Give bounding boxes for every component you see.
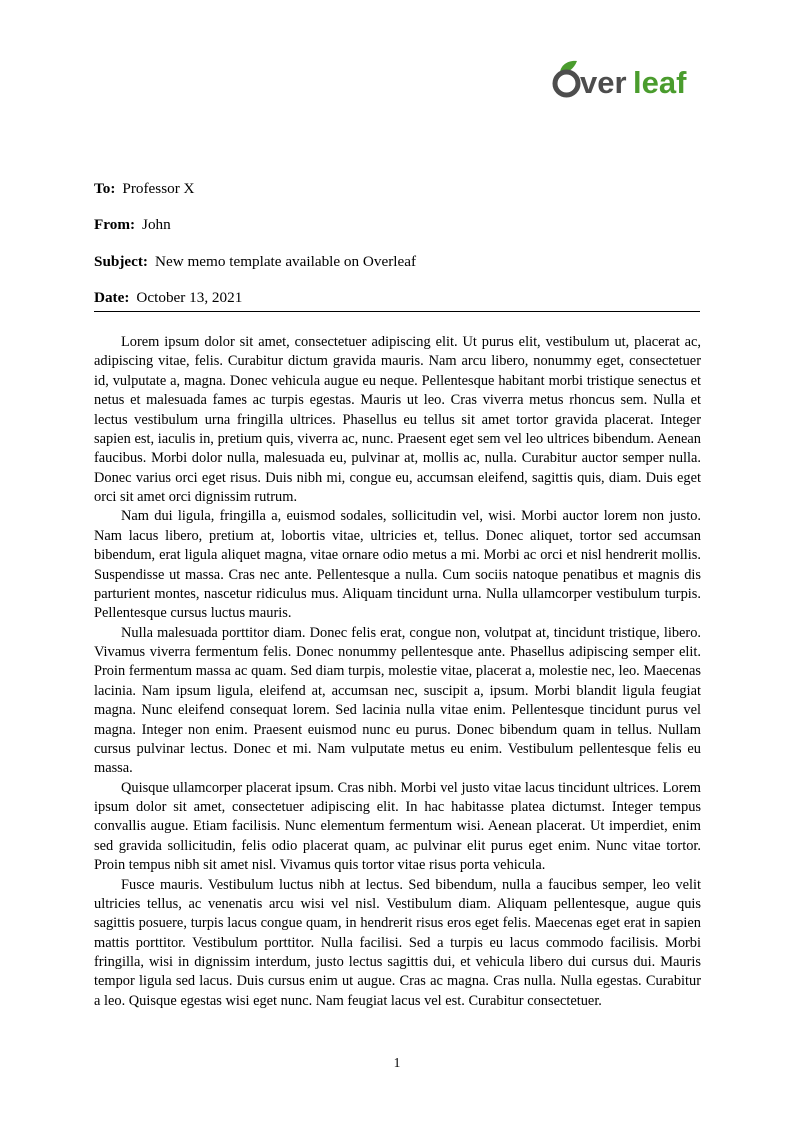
svg-text:leaf: leaf [633,65,687,100]
body-paragraph: Nam dui ligula, fringilla a, euismod sodales, sollicitudin vel, wisi. Morbi auctor lorem non justo. Nam lacus libero, pretium at, lobortis vitae, ultricies et, tellus. Donec aliquet, tortor sed accumsan bibendum, erat ligula aliquet magna, vitae ornare odio metus a mi. Morbi ac orci et nisl hendrerit mollis. Suspendisse ut massa. Cras nec ante. Pellentesque a nulla. Cum sociis natoque penatibus et magnis dis parturient montes, nascetur ridiculus mus. Aliquam tincidunt urna. Nulla ullamcorper vestibulum turpis. Pellentesque cursus luctus mauris. [94,508,701,622]
header-divider [94,311,700,312]
overleaf-logo [546,58,706,104]
memo-label-from: From: [94,216,136,234]
memo-header [94,180,700,326]
memo-field-date [94,289,700,306]
memo-field-to [94,180,700,197]
memo-value-from: John [142,216,171,234]
body-paragraph: Lorem ipsum dolor sit amet, consectetuer adipiscing elit. Ut purus elit, vestibulum ut, placerat ac, adipiscing vitae, felis. Curabitur dictum gravida mauris. Nam arcu libero, nonummy eget, consectetuer id, vulputate a, magna. Donec vehicula augue eu neque. Pellentesque habitant morbi tristique senectus et netus et malesuada fames ac turpis egestas. Mauris ut leo. Cras viverra metus rhoncus sem. Nulla et lectus vestibulum urna fringilla ultrices. Phasellus eu tellus sit amet tortor gravida placerat. Integer sapien est, iaculis in, pretium quis, viverra ac, nunc. Praesent eget sem vel leo ultrices bibendum. Aenean faucibus. Morbi dolor nulla, malesuada eu, pulvinar at, mollis ac, nulla. Curabitur auctor semper nulla. Donec varius orci eget risus. Duis nibh mi, congue eu, accumsan eleifend, sagittis quis, diam. Duis eget orci sit amet orci dignissim rutrum. [94,334,701,505]
document-body [94,333,701,1011]
overleaf-logo-mark [546,58,706,104]
memo-field-from [94,216,700,233]
memo-field-subject [94,253,700,270]
body-paragraph: Nulla malesuada porttitor diam. Donec felis erat, congue non, volutpat at, tincidunt tristique, libero. Vivamus viverra fermentum felis. Donec nonummy pellentesque ante. Phasellus adipiscing semper elit. Proin fermentum massa ac quam. Sed diam turpis, molestie vitae, placerat a, molestie nec, leo. Maecenas lacinia. Nam ipsum ligula, eleifend at, accumsan nec, suscipit a, ipsum. Morbi blandit ligula feugiat magna. Nunc eleifend consequat lorem. Sed lacinia nulla vitae enim. Pellentesque tincidunt purus vel magna. Integer non enim. Praesent euismod nunc eu purus. Donec bibendum quam in tellus. Nullam cursus pulvinar lectus. Donec et mi. Nam vulputate metus eu enim. Vestibulum pellentesque felis eu massa. [94,624,701,777]
memo-value-to: Professor X [122,180,195,197]
memo-value-subject: New memo template available on Overleaf [155,252,417,270]
memo-value-date: October 13, 2021 [136,289,243,307]
svg-text:ver: ver [580,65,627,100]
memo-label-to: To: [94,180,116,197]
body-paragraph: Quisque ullamcorper placerat ipsum. Cras nibh. Morbi vel justo vitae lacus tincidunt ultrices. Lorem ipsum dolor sit amet, consectetuer adipiscing elit. In hac habitasse platea dictumst. Integer tempus convallis augue. Etiam facilisis. Nunc elementum fermentum wisi. Aenean placerat. Ut imperdiet, enim sed gravida sollicitudin, felis odio placerat quam, ac pulvinar elit purus eget enim. Nunc vitae tortor. Proin tempus nibh sit amet nisl. Vivamus quis tortor vitae risus porta vehicula. [94,779,701,874]
body-paragraph: Fusce mauris. Vestibulum luctus nibh at lectus. Sed bibendum, nulla a faucibus semper, leo velit ultricies tellus, ac venenatis arcu wisi vel nisl. Vestibulum diam. Aliquam pellentesque, augue quis sagittis posuere, turpis lacus congue quam, in hendrerit risus eros eget felis. Maecenas eget erat in sapien mattis porttitor. Vestibulum porttitor. Nulla facilisi. Sed a turpis eu lacus commodo facilisis. Morbi fringilla, wisi in dignissim interdum, justo lectus sagittis dui, et vehicula libero dui cursus dui. Mauris tempor ligula sed lacus. Duis cursus enim ut augue. Cras ac magna. Cras nulla. Nulla egestas. Curabitur a leo. Quisque egestas wisi eget nunc. Nam feugiat lacus vel est. Curabitur consectetuer. [94,876,701,1009]
page-number: 1 [393,1055,401,1070]
memo-label-date: Date: [94,289,130,307]
memo-label-subject: Subject: [94,252,148,270]
